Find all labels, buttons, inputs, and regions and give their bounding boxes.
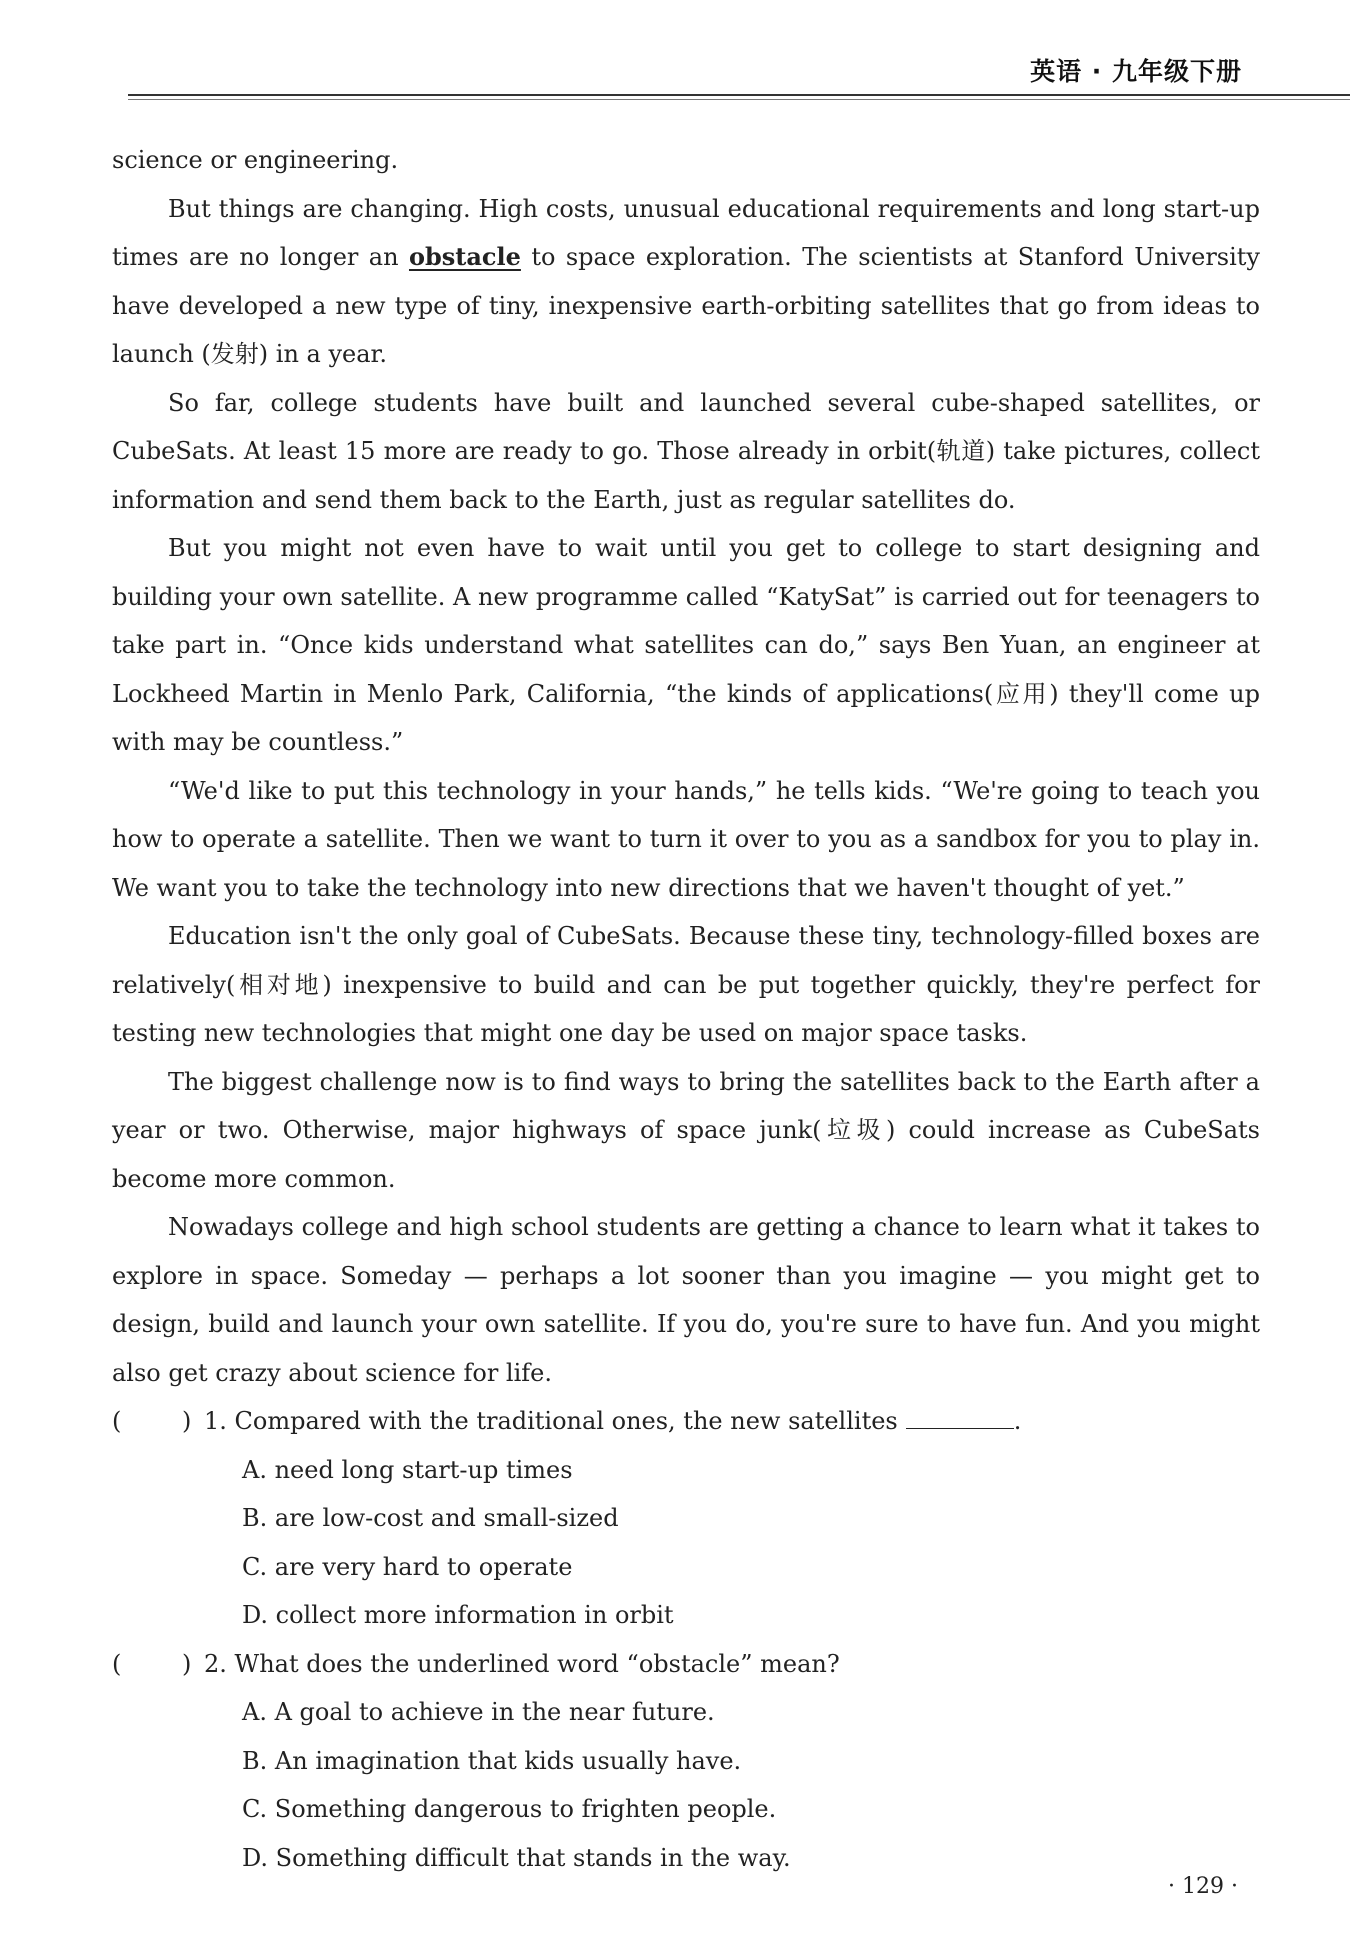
passage-paragraph-7: Nowadays college and high school students are getting a chance to learn what it takes to explore in space. Someday — perhaps a lot sooner than you imagine — you might get to design, build and launch your own satellite. If you do, you're sure to have fun. And you might also get crazy about science for life. (112, 1213, 1260, 1387)
p1-text-after: to space exploration. The scientists at Stanford University have developed a new type of tiny, inexpensive earth-orbiting satellites that go from ideas to launch (发射) in a year. (112, 243, 1260, 368)
passage-paragraph-5: Education isn't the only goal of CubeSats. Because these tiny, technology-filled boxes are relatively(相对地) inexpensive to build and can be put together quickly, they're perfect for testing new technologies that might one day be used on major space tasks. (112, 922, 1260, 1047)
question-1-text-wrap (204, 1397, 1021, 1446)
book-title: 英语 · 九年级下册 (1030, 57, 1242, 86)
question-1-end: . (1013, 1407, 1022, 1435)
page-content (112, 136, 1260, 1882)
passage-paragraph-4: “We'd like to put this technology in your hands,” he tells kids. “We're going to teach you how to operate a satellite. Then we want to turn it over to you as a sandbox for you to play in. We want you to take the technology into new directions that we haven't thought of yet.” (112, 776, 1260, 902)
question-2-option-a: A. A goal to achieve in the near future. (242, 1698, 715, 1726)
question-1-option-c: C. are very hard to operate (242, 1552, 573, 1581)
passage-paragraph-2: So far, college students have built and launched several cube-shaped satellites, or CubeSats. At least 15 more are ready to go. Those already in orbit(轨道) take pictures, collect information and send them back to the Earth, just as regular satellites do. (112, 388, 1260, 514)
passage-paragraph-3: But you might not even have to wait until you get to college to start designing and building your own satellite. A new programme called “KatySat” is carried out for teenagers to take part in. “Once kids understand what satellites can do,” says Ben Yuan, an engineer at Lockheed Martin in Menlo Park, California, “the kinds of applications(应用) they'll come up with may be countless.” (112, 534, 1260, 756)
question-2-option-d: D. Something difficult that stands in the way. (242, 1843, 791, 1872)
question-1-option-a: A. need long start-up times (242, 1455, 573, 1484)
question-1-option-d: D. collect more information in orbit (242, 1601, 674, 1629)
passage-paragraph-1 (112, 185, 1260, 379)
question-2 (112, 1640, 1260, 1883)
question-2-stem (112, 1640, 1260, 1689)
question-2-text: 2. What does the underlined word “obstacle” mean? (204, 1649, 840, 1678)
passage-paragraph-6: The biggest challenge now is to find ways to bring the satellites back to the Earth after a year or two. Otherwise, major highways of space junk(垃圾) could increase as CubeSats become more common. (112, 1067, 1260, 1193)
answer-paren-close: ) (182, 1407, 192, 1435)
answer-paren-open: ( (112, 1407, 122, 1435)
page-header (0, 0, 1350, 100)
p1-text-before: But things are changing. High costs, unusual educational requirements and long start-up times are no longer an (112, 194, 1260, 271)
passage-paragraph-0: science or engineering. (112, 146, 399, 174)
question-1-text: 1. Compared with the traditional ones, the new satellites (204, 1407, 898, 1435)
header-rule-thin (128, 99, 1350, 100)
page-number: · 129 · (1168, 1874, 1238, 1899)
header-rule (128, 94, 1350, 96)
question-1 (112, 1397, 1260, 1640)
question-2-option-b: B. An imagination that kids usually have. (242, 1746, 742, 1775)
answer-paren-close: ) (182, 1649, 192, 1678)
answer-paren-open: ( (112, 1649, 122, 1678)
question-2-option-c: C. Something dangerous to frighten people. (242, 1795, 777, 1823)
question-1-option-b: B. are low-cost and small-sized (242, 1504, 619, 1532)
obstacle-word: obstacle (408, 242, 521, 271)
question-1-stem (112, 1397, 1260, 1446)
answer-blank (906, 1398, 1014, 1429)
